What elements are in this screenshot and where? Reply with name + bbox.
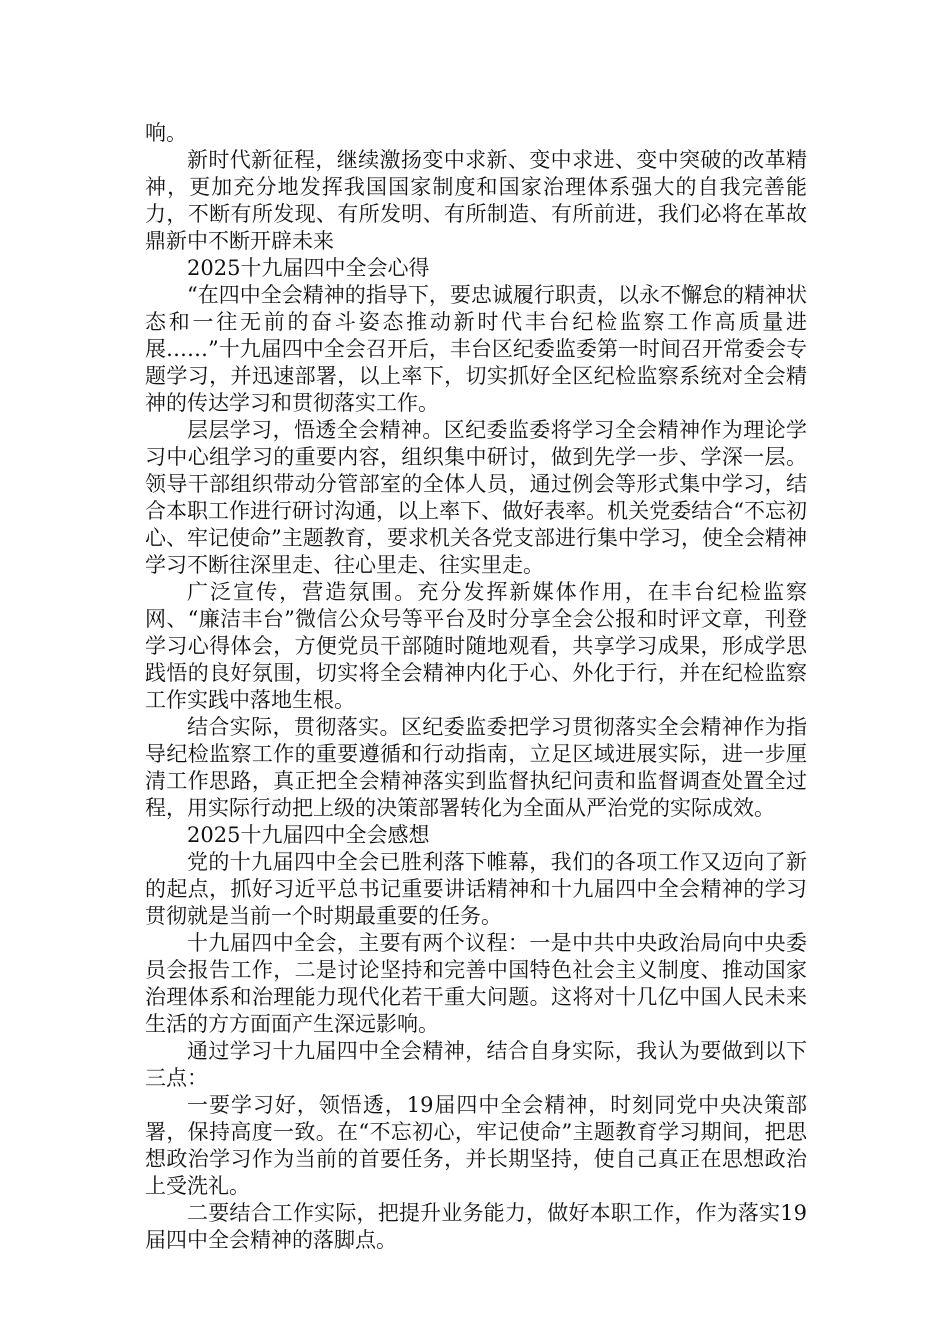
paragraph-agenda: 十九届四中全会，主要有两个议程：一是中共中央政治局向中央委员会报告工作，二是讨论坚持和完善中国特色社会主义制度、推动国家治理体系和治理能力现代化若干重大问题。这将对十几亿中国人民未来生活的方方面面产生深远影响。	[145, 931, 807, 1036]
paragraph-new-era: 新时代新征程，继续激扬变中求新、变中求进、变中突破的改革精神，更加充分地发挥我国国家制度和国家治理体系强大的自我完善能力，不断有所发现、有所发明、有所制造、有所前进，我们必将在革故鼎新中不断开辟未来	[145, 148, 807, 253]
paragraph-point-one: 一要学习好，领悟透，19届四中全会精神，时刻同党中央决策部署，保持高度一致。在“不忘初心，牢记使命”主题教育学习期间，把思想政治学习作为当前的首要任务，并长期坚持，使自己真正在思想政治上受洗礼。	[145, 1093, 807, 1198]
paragraph-publicity: 广泛宣传，营造氛围。充分发挥新媒体作用，在丰台纪检监察网、“廉洁丰台”微信公众号等平台及时分享全会公报和时评文章，刊登学习心得体会，方便党员干部随时随地观看，共享学习成果，形成学思践悟的良好氛围，切实将全会精神内化于心、外化于行，并在纪检监察工作实践中落地生根。	[145, 580, 807, 712]
section-heading-insights: 2025十九届四中全会心得	[187, 256, 430, 280]
continuation-paragraph: 响。	[145, 121, 187, 145]
paragraph-plenum-concluded: 党的十九届四中全会已胜利落下帷幕，我们的各项工作又迈向了新的起点，抓好习近平总书记重要讲话精神和十九届四中全会精神的学习贯彻就是当前一个时期最重要的任务。	[145, 850, 807, 928]
paragraph-layered-study: 层层学习，悟透全会精神。区纪委监委将学习全会精神作为理论学习中心组学习的重要内容，组织集中研讨，做到先学一步、学深一层。领导干部组织带动分管部室的全体人员，通过例会等形式集中学习，结合本职工作进行研讨沟通，以上率下、做好表率。机关党委结合“不忘初心、牢记使命”主题教育，要求机关各党支部进行集中学习，使全会精神学习不断往深里走、往心里走、往实里走。	[145, 418, 807, 577]
paragraph-three-points: 通过学习十九届四中全会精神，结合自身实际，我认为要做到以下三点：	[145, 1039, 807, 1090]
section-heading-reflections: 2025十九届四中全会感想	[187, 823, 430, 847]
document-body	[145, 120, 807, 1254]
paragraph-guidance: “在四中全会精神的指导下，要忠诚履行职责，以永不懈怠的精神状态和一往无前的奋斗姿态推动新时代丰台纪检监察工作高质量进展……”十九届四中全会召开后，丰台区纪委监委第一时间召开常委会专题学习，并迅速部署，以上率下，切实抓好全区纪检监察系统对全会精神的传达学习和贯彻落实工作。	[145, 283, 807, 415]
paragraph-implementation: 结合实际，贯彻落实。区纪委监委把学习贯彻落实全会精神作为指导纪检监察工作的重要遵循和行动指南，立足区域进展实际，进一步厘清工作思路，真正把全会精神落实到监督执纪问责和监督调查处置全过程，用实际行动把上级的决策部署转化为全面从严治党的实际成效。	[145, 715, 807, 820]
paragraph-point-two: 二要结合工作实际，把提升业务能力，做好本职工作，作为落实19届四中全会精神的落脚点。	[145, 1201, 807, 1252]
